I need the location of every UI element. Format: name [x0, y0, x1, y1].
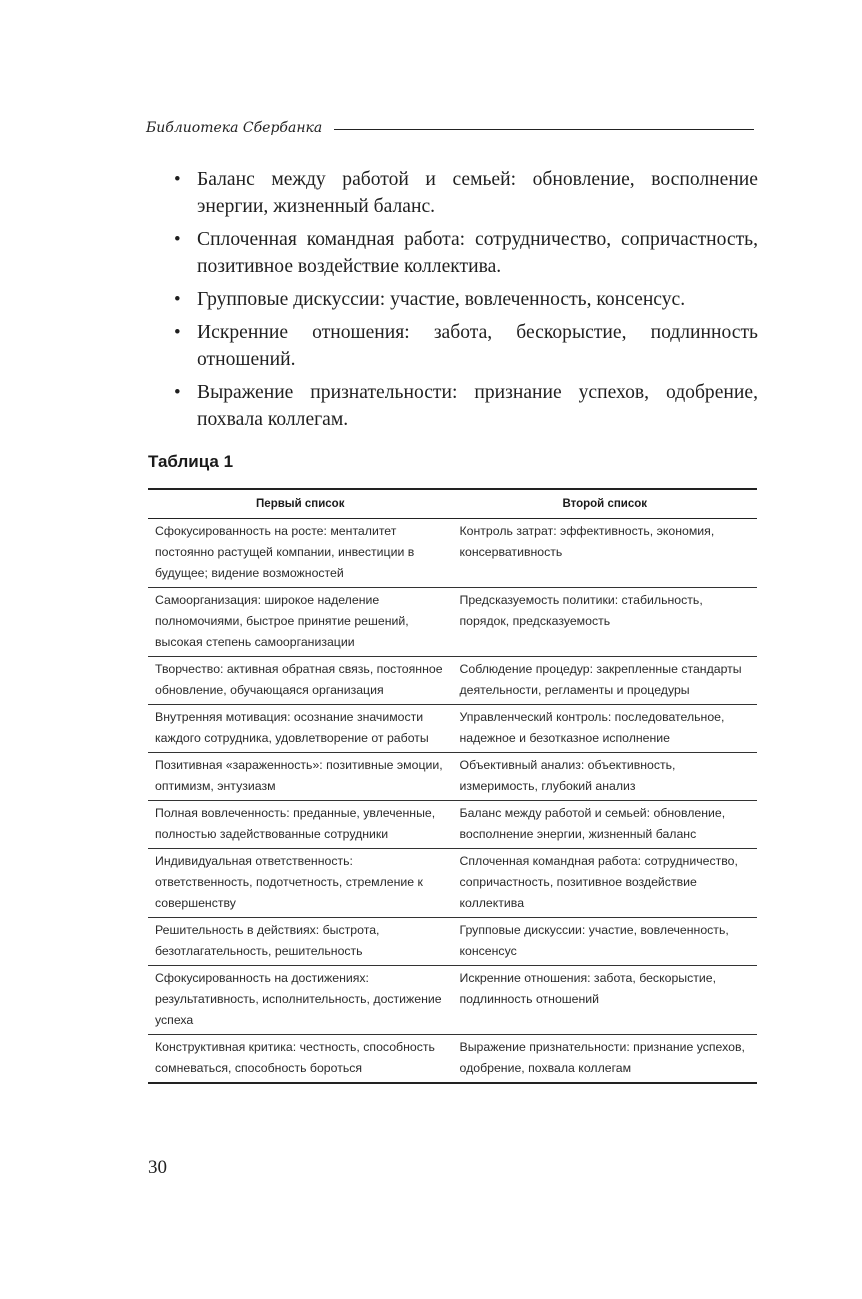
running-head-title: Библиотека Сбербанка — [146, 120, 323, 136]
table-row — [148, 801, 757, 849]
bullet-icon: • — [174, 382, 181, 403]
header-first-list: Первый список — [148, 489, 453, 519]
bullet-list — [172, 166, 758, 439]
bullet-text: Искренние отношения: забота, бескорыстие, подлинность отношений. — [197, 322, 758, 370]
header-second-list: Второй список — [453, 489, 758, 519]
bullet-text: Выражение признательности: признание успехов, одобрение, похвала коллегам. — [197, 382, 758, 430]
table-cell: Соблюдение процедур: закрепленные стандарты деятельности, регламенты и процедуры — [453, 657, 758, 705]
bullet-item — [172, 379, 758, 433]
table-row — [148, 966, 757, 1035]
bullet-item — [172, 226, 758, 280]
bullet-text: Сплоченная командная работа: сотрудничество, сопричастность, позитивное воздействие коллектива. — [197, 229, 758, 277]
table-cell: Сплоченная командная работа: сотрудничество, сопричастность, позитивное воздействие коллектива — [453, 849, 758, 918]
table-row — [148, 918, 757, 966]
bullet-icon: • — [174, 289, 181, 310]
table-cell: Групповые дискуссии: участие, вовлеченность, консенсус — [453, 918, 758, 966]
bullet-icon: • — [174, 169, 181, 190]
bullet-text: Баланс между работой и семьей: обновление, восполнение энергии, жизненный баланс. — [197, 169, 758, 217]
table-row — [148, 588, 757, 657]
table-cell: Сфокусированность на достижениях: результативность, исполнительность, достижение успеха — [148, 966, 453, 1035]
table-cell: Творчество: активная обратная связь, постоянное обновление, обучающаяся организация — [148, 657, 453, 705]
table-cell: Конструктивная критика: честность, способность сомневаться, способность бороться — [155, 1040, 435, 1075]
running-head-rule — [334, 129, 754, 130]
bullet-item — [172, 286, 758, 313]
values-table — [148, 488, 757, 1084]
table-row — [148, 657, 757, 705]
table-caption: Таблица 1 — [148, 452, 234, 471]
bullet-icon: • — [174, 229, 181, 250]
table-cell: Выражение признательности: признание успехов, одобрение, похвала коллегам — [459, 1040, 745, 1075]
table-cell: Предсказуемость политики: стабильность, порядок, предсказуемость — [453, 588, 758, 657]
bullet-icon: • — [174, 322, 181, 343]
table-cell: Баланс между работой и семьей: обновление, восполнение энергии, жизненный баланс — [453, 801, 758, 849]
table-row — [148, 753, 757, 801]
bullet-text: Групповые дискуссии: участие, вовлеченность, консенсус. — [197, 289, 686, 310]
bullet-item — [172, 166, 758, 220]
table-row — [148, 849, 757, 918]
page-number: 30 — [148, 1157, 167, 1178]
table-cell: Сфокусированность на росте: менталитет постоянно растущей компании, инвестиции в будущее; видение возможностей — [148, 519, 453, 588]
table-row — [148, 1035, 757, 1084]
running-head — [146, 118, 754, 138]
table-cell: Объективный анализ: объективность, измеримость, глубокий анализ — [453, 753, 758, 801]
table-cell: Самоорганизация: широкое наделение полномочиями, быстрое принятие решений, высокая степень самоорганизации — [148, 588, 453, 657]
table-cell: Позитивная «зараженность»: позитивные эмоции, оптимизм, энтузиазм — [148, 753, 453, 801]
table-cell: Решительность в действиях: быстрота, безотлагательность, решительность — [148, 918, 453, 966]
table-cell: Внутренняя мотивация: осознание значимости каждого сотрудника, удовлетворение от работы — [148, 705, 453, 753]
table-cell: Индивидуальная ответственность: ответственность, подотчетность, стремление к совершенству — [148, 849, 453, 918]
table-cell: Полная вовлеченность: преданные, увлеченные, полностью задействованные сотрудники — [148, 801, 453, 849]
bullet-item — [172, 319, 758, 373]
table-cell: Управленческий контроль: последовательное, надежное и безотказное исполнение — [453, 705, 758, 753]
table-row — [148, 705, 757, 753]
table-cell: Искренние отношения: забота, бескорыстие, подлинность отношений — [453, 966, 758, 1035]
table-cell: Контроль затрат: эффективность, экономия, консервативность — [453, 519, 758, 588]
table-header-row — [148, 489, 757, 519]
table-row — [148, 519, 757, 588]
